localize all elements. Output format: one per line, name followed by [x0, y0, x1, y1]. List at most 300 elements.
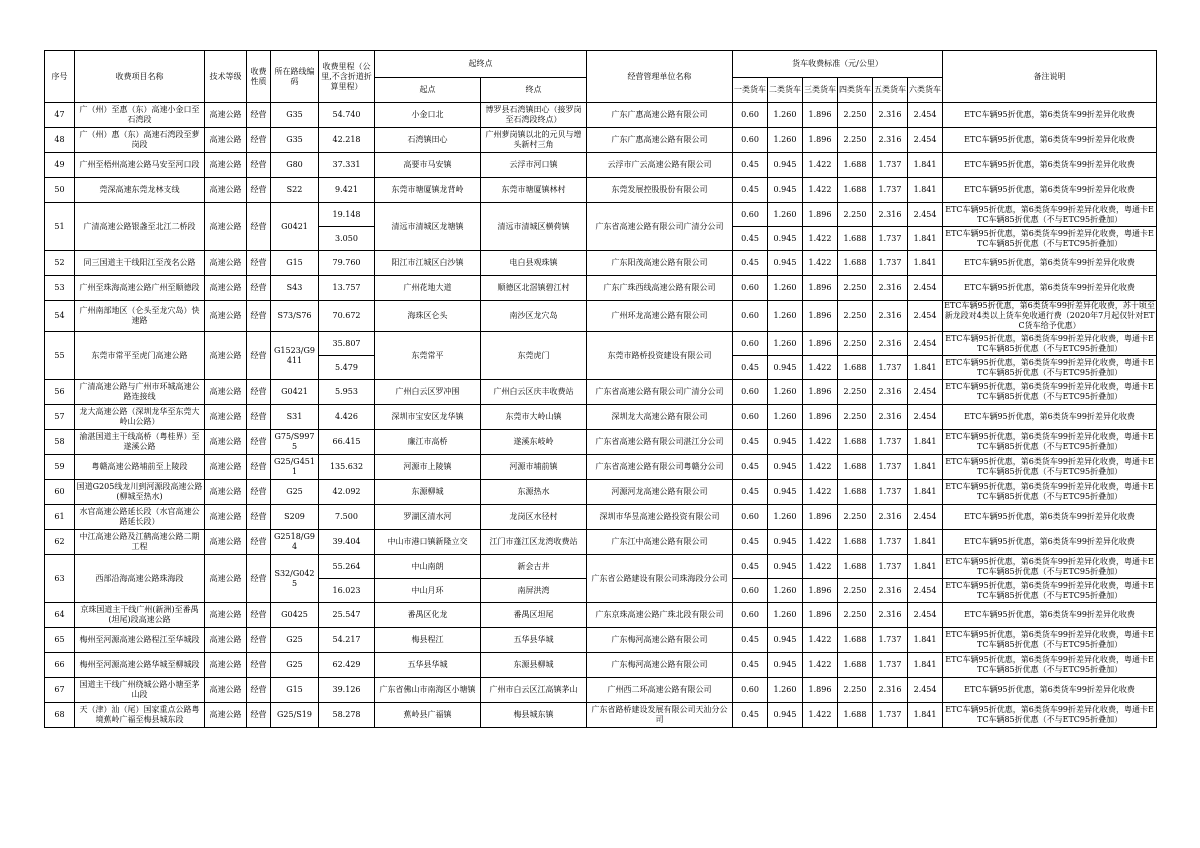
cell-rate-class-1: 0.45 — [733, 227, 768, 251]
cell-end: 顺德区北滘镇碧江村 — [481, 276, 587, 301]
cell-rate-class-5: 1.737 — [873, 628, 908, 653]
cell-rate-class-1: 0.45 — [733, 251, 768, 276]
cell-nature: 经营 — [247, 530, 271, 555]
cell-mileage: 135.632 — [319, 455, 375, 480]
cell-mileage: 39.126 — [319, 678, 375, 703]
cell-seq: 68 — [45, 703, 75, 728]
cell-remark: ETC车辆95折优惠，第6类货车99折差异化收费，粤通卡ETC车辆85折优惠（不与ETC95折叠加） — [943, 579, 1157, 603]
cell-mileage: 62.429 — [319, 653, 375, 678]
cell-operator: 东莞发展控股股份有限公司 — [587, 178, 733, 203]
cell-grade: 高速公路 — [205, 555, 247, 603]
cell-name: 梅州至河源高速公路华城至柳城段 — [75, 653, 205, 678]
cell-end: 龙岗区水径村 — [481, 505, 587, 530]
cell-operator: 东莞市路桥投资建设有限公司 — [587, 332, 733, 380]
cell-rate-class-4: 1.688 — [838, 153, 873, 178]
cell-rate-class-3: 1.896 — [803, 505, 838, 530]
cell-rate-class-3: 1.422 — [803, 251, 838, 276]
cell-rate-class-5: 2.316 — [873, 505, 908, 530]
cell-rate-class-6: 2.454 — [908, 405, 943, 430]
cell-end: 广州市白云区江高镇茅山 — [481, 678, 587, 703]
cell-end: 云浮市河口镇 — [481, 153, 587, 178]
cell-rate-class-6: 1.841 — [908, 430, 943, 455]
cell-rate-class-3: 1.422 — [803, 703, 838, 728]
cell-name: 国道主干线广州绕城公路小塘至茅山段 — [75, 678, 205, 703]
cell-rate-class-6: 1.841 — [908, 628, 943, 653]
cell-start: 番禺区化龙 — [375, 603, 481, 628]
cell-grade: 高速公路 — [205, 703, 247, 728]
cell-mileage: 70.672 — [319, 301, 375, 332]
cell-nature: 经营 — [247, 505, 271, 530]
cell-rate-class-2: 0.945 — [768, 628, 803, 653]
cell-grade: 高速公路 — [205, 603, 247, 628]
table-row — [45, 555, 1157, 579]
cell-nature: 经营 — [247, 430, 271, 455]
cell-rate-class-6: 1.841 — [908, 356, 943, 380]
cell-road: G80 — [271, 153, 319, 178]
cell-rate-class-4: 2.250 — [838, 579, 873, 603]
cell-end: 东莞市大岭山镇 — [481, 405, 587, 430]
cell-road: S209 — [271, 505, 319, 530]
cell-rate-class-5: 1.737 — [873, 356, 908, 380]
cell-rate-class-3: 1.896 — [803, 579, 838, 603]
cell-seq: 58 — [45, 430, 75, 455]
cell-rate-class-2: 0.945 — [768, 153, 803, 178]
cell-rate-class-2: 1.260 — [768, 301, 803, 332]
cell-mileage: 39.404 — [319, 530, 375, 555]
cell-end: 东莞虎门 — [481, 332, 587, 380]
header-operator: 经营管理单位名称 — [587, 51, 733, 103]
cell-rate-class-6: 1.841 — [908, 227, 943, 251]
cell-remark: ETC车辆95折优惠，第6类货车99折差异化收费 — [943, 505, 1157, 530]
cell-end: 东源热水 — [481, 480, 587, 505]
cell-grade: 高速公路 — [205, 380, 247, 405]
cell-name: 莞深高速东莞龙林支线 — [75, 178, 205, 203]
cell-rate-class-1: 0.45 — [733, 703, 768, 728]
cell-rate-class-5: 1.737 — [873, 430, 908, 455]
cell-rate-class-4: 1.688 — [838, 178, 873, 203]
cell-start: 广州花地大道 — [375, 276, 481, 301]
cell-rate-class-6: 2.454 — [908, 103, 943, 128]
cell-rate-class-6: 2.454 — [908, 579, 943, 603]
cell-name: 广清高速公路与广州市环城高速公路连接线 — [75, 380, 205, 405]
cell-operator: 广东省高速公路有限公司广清分公司 — [587, 380, 733, 405]
cell-rate-class-1: 0.45 — [733, 153, 768, 178]
cell-mileage: 54.217 — [319, 628, 375, 653]
cell-rate-class-1: 0.60 — [733, 380, 768, 405]
table-row — [45, 703, 1157, 728]
cell-rate-class-3: 1.422 — [803, 480, 838, 505]
cell-rate-class-1: 0.60 — [733, 301, 768, 332]
table-row — [45, 455, 1157, 480]
cell-road: G25 — [271, 653, 319, 678]
header-grade: 技术等级 — [205, 51, 247, 103]
cell-grade: 高速公路 — [205, 128, 247, 153]
cell-start: 东莞常平 — [375, 332, 481, 380]
cell-name: 西部沿海高速公路珠海段 — [75, 555, 205, 603]
cell-rate-class-1: 0.45 — [733, 356, 768, 380]
cell-remark: ETC车辆95折优惠，第6类货车99折差异化收费 — [943, 405, 1157, 430]
cell-rate-class-2: 0.945 — [768, 703, 803, 728]
cell-operator: 广州西二环高速公路有限公司 — [587, 678, 733, 703]
table-row — [45, 530, 1157, 555]
cell-mileage: 54.740 — [319, 103, 375, 128]
cell-nature: 经营 — [247, 153, 271, 178]
cell-rate-class-4: 1.688 — [838, 480, 873, 505]
cell-rate-class-6: 2.454 — [908, 332, 943, 356]
cell-rate-class-2: 1.260 — [768, 603, 803, 628]
cell-rate-class-4: 2.250 — [838, 380, 873, 405]
table-row — [45, 430, 1157, 455]
cell-rate-class-2: 1.260 — [768, 203, 803, 227]
cell-name: 广清高速公路银盏至北江二桥段 — [75, 203, 205, 251]
table-row — [45, 203, 1157, 227]
cell-start: 高要市马安镇 — [375, 153, 481, 178]
cell-rate-class-3: 1.422 — [803, 227, 838, 251]
cell-rate-class-4: 1.688 — [838, 455, 873, 480]
cell-start: 廉江市高桥 — [375, 430, 481, 455]
cell-mileage: 35.807 — [319, 332, 375, 356]
cell-remark: ETC车辆95折优惠，第6类货车99折差异化收费 — [943, 603, 1157, 628]
cell-operator: 广东省高速公路有限公司粤赣分公司 — [587, 455, 733, 480]
cell-road: G75/S9975 — [271, 430, 319, 455]
cell-start: 河源市上陵镇 — [375, 455, 481, 480]
cell-rate-class-5: 2.316 — [873, 332, 908, 356]
cell-name: 粤赣高速公路埔前至上陵段 — [75, 455, 205, 480]
cell-rate-class-1: 0.60 — [733, 603, 768, 628]
cell-nature: 经营 — [247, 128, 271, 153]
header-seq: 序号 — [45, 51, 75, 103]
cell-seq: 55 — [45, 332, 75, 380]
header-class-6: 六类货车 — [908, 78, 943, 103]
cell-rate-class-5: 2.316 — [873, 276, 908, 301]
cell-mileage: 3.050 — [319, 227, 375, 251]
table-row — [45, 251, 1157, 276]
cell-road: S43 — [271, 276, 319, 301]
cell-end: 河源市埔前镇 — [481, 455, 587, 480]
cell-remark: ETC车辆95折优惠，第6类货车99折差异化收费 — [943, 178, 1157, 203]
cell-mileage: 19.148 — [319, 203, 375, 227]
cell-rate-class-5: 1.737 — [873, 530, 908, 555]
cell-rate-class-3: 1.896 — [803, 405, 838, 430]
cell-name: 京珠国道主干线广州(新洲)至番禺(坦尾)段高速公路 — [75, 603, 205, 628]
header-standard: 货车收费标准（元/公里） — [733, 51, 943, 78]
cell-rate-class-4: 2.250 — [838, 678, 873, 703]
cell-remark: ETC车辆95折优惠，第6类货车99折差异化收费，粤通卡ETC车辆85折优惠（不与ETC95折叠加） — [943, 455, 1157, 480]
cell-end: 南屏洪湾 — [481, 579, 587, 603]
cell-operator: 广东江中高速公路有限公司 — [587, 530, 733, 555]
cell-remark: ETC车辆95折优惠，第6类货车99折差异化收费，粤通卡ETC车辆85折优惠（不与ETC95折叠加） — [943, 430, 1157, 455]
cell-rate-class-4: 2.250 — [838, 103, 873, 128]
cell-rate-class-2: 1.260 — [768, 405, 803, 430]
cell-grade: 高速公路 — [205, 103, 247, 128]
cell-end: 梅县城东镇 — [481, 703, 587, 728]
cell-seq: 47 — [45, 103, 75, 128]
cell-nature: 经营 — [247, 628, 271, 653]
cell-rate-class-4: 1.688 — [838, 356, 873, 380]
cell-start: 深圳市宝安区龙华镇 — [375, 405, 481, 430]
cell-name: 同三国道主干线阳江至茂名公路 — [75, 251, 205, 276]
cell-rate-class-4: 2.250 — [838, 276, 873, 301]
cell-rate-class-5: 1.737 — [873, 153, 908, 178]
table-row — [45, 505, 1157, 530]
cell-rate-class-5: 2.316 — [873, 579, 908, 603]
cell-mileage: 4.426 — [319, 405, 375, 430]
cell-rate-class-6: 2.454 — [908, 603, 943, 628]
cell-rate-class-2: 0.945 — [768, 356, 803, 380]
cell-rate-class-2: 1.260 — [768, 128, 803, 153]
cell-nature: 经营 — [247, 178, 271, 203]
cell-rate-class-5: 2.316 — [873, 603, 908, 628]
cell-grade: 高速公路 — [205, 251, 247, 276]
cell-grade: 高速公路 — [205, 480, 247, 505]
cell-rate-class-4: 1.688 — [838, 227, 873, 251]
cell-grade: 高速公路 — [205, 530, 247, 555]
cell-seq: 66 — [45, 653, 75, 678]
cell-rate-class-4: 1.688 — [838, 703, 873, 728]
cell-mileage: 9.421 — [319, 178, 375, 203]
cell-rate-class-1: 0.60 — [733, 276, 768, 301]
table-row — [45, 628, 1157, 653]
cell-rate-class-4: 1.688 — [838, 530, 873, 555]
cell-operator: 广州环龙高速公路有限公司 — [587, 301, 733, 332]
cell-rate-class-2: 0.945 — [768, 480, 803, 505]
table-row — [45, 301, 1157, 332]
cell-name: 天（津）汕（尾）国家重点公路粤境蕉岭广福至梅县城东段 — [75, 703, 205, 728]
cell-rate-class-2: 1.260 — [768, 678, 803, 703]
cell-end: 东源县柳城 — [481, 653, 587, 678]
table-row — [45, 405, 1157, 430]
cell-rate-class-5: 1.737 — [873, 480, 908, 505]
cell-operator: 广东梅河高速公路有限公司 — [587, 653, 733, 678]
cell-road: G15 — [271, 678, 319, 703]
cell-start: 中山市港口镇新隆立交 — [375, 530, 481, 555]
cell-rate-class-4: 2.250 — [838, 505, 873, 530]
cell-mileage: 7.500 — [319, 505, 375, 530]
cell-rate-class-2: 1.260 — [768, 332, 803, 356]
cell-rate-class-2: 0.945 — [768, 430, 803, 455]
cell-name: 梅州至河源高速公路程江至华城段 — [75, 628, 205, 653]
cell-seq: 67 — [45, 678, 75, 703]
cell-operator: 广东京珠高速公路广珠北段有限公司 — [587, 603, 733, 628]
cell-name: 渝湛国道主干线高桥（粤桂界）至遂溪公路 — [75, 430, 205, 455]
cell-road: S73/S76 — [271, 301, 319, 332]
cell-rate-class-1: 0.60 — [733, 103, 768, 128]
cell-rate-class-1: 0.60 — [733, 405, 768, 430]
cell-nature: 经营 — [247, 678, 271, 703]
cell-nature: 经营 — [247, 203, 271, 251]
cell-start: 海珠区仑头 — [375, 301, 481, 332]
cell-start: 中山南朗 — [375, 555, 481, 579]
cell-rate-class-4: 1.688 — [838, 628, 873, 653]
cell-remark: ETC车辆95折优惠，第6类货车99折差异化收费，粤通卡ETC车辆85折优惠（不与ETC95折叠加） — [943, 653, 1157, 678]
cell-grade: 高速公路 — [205, 455, 247, 480]
cell-rate-class-5: 2.316 — [873, 301, 908, 332]
cell-rate-class-2: 0.945 — [768, 653, 803, 678]
cell-road: G25/G4511 — [271, 455, 319, 480]
cell-rate-class-1: 0.60 — [733, 579, 768, 603]
cell-name: 中江高速公路及江鹤高速公路二期工程 — [75, 530, 205, 555]
cell-operator: 深圳龙大高速公路有限公司 — [587, 405, 733, 430]
cell-end: 江门市蓬江区龙湾收费站 — [481, 530, 587, 555]
cell-rate-class-5: 2.316 — [873, 380, 908, 405]
cell-grade: 高速公路 — [205, 301, 247, 332]
cell-name: 广（州）至惠（东）高速小金口至石湾段 — [75, 103, 205, 128]
cell-rate-class-3: 1.422 — [803, 530, 838, 555]
table-row — [45, 128, 1157, 153]
cell-remark: ETC车辆95折优惠，第6类货车99折差异化收费，粤通卡ETC车辆85折优惠（不与ETC95折叠加） — [943, 480, 1157, 505]
cell-rate-class-1: 0.45 — [733, 530, 768, 555]
cell-remark: ETC车辆95折优惠，第6类货车99折差异化收费，粤通卡ETC车辆85折优惠（不与ETC95折叠加） — [943, 380, 1157, 405]
header-class-3: 三类货车 — [803, 78, 838, 103]
header-class-4: 四类货车 — [838, 78, 873, 103]
cell-seq: 51 — [45, 203, 75, 251]
cell-rate-class-4: 2.250 — [838, 603, 873, 628]
toll-table-sheet — [44, 50, 1156, 728]
cell-end: 电白县观珠镇 — [481, 251, 587, 276]
cell-remark: ETC车辆95折优惠，第6类货车99折差异化收费 — [943, 276, 1157, 301]
cell-rate-class-5: 1.737 — [873, 703, 908, 728]
cell-nature: 经营 — [247, 301, 271, 332]
cell-seq: 59 — [45, 455, 75, 480]
cell-mileage: 37.331 — [319, 153, 375, 178]
cell-rate-class-4: 1.688 — [838, 251, 873, 276]
cell-operator: 广东广惠高速公路有限公司 — [587, 103, 733, 128]
cell-rate-class-6: 1.841 — [908, 153, 943, 178]
cell-remark: ETC车辆95折优惠，第6类货车99折差异化收费，粤通卡ETC车辆85折优惠（不与ETC95折叠加） — [943, 227, 1157, 251]
cell-seq: 52 — [45, 251, 75, 276]
cell-seq: 56 — [45, 380, 75, 405]
cell-remark: ETC车辆95折优惠，第6类货车99折差异化收费 — [943, 103, 1157, 128]
cell-nature: 经营 — [247, 103, 271, 128]
cell-grade: 高速公路 — [205, 153, 247, 178]
cell-start: 广东省佛山市南海区小塘镇 — [375, 678, 481, 703]
cell-operator: 广东广惠高速公路有限公司 — [587, 128, 733, 153]
cell-rate-class-1: 0.45 — [733, 555, 768, 579]
cell-end: 新会古井 — [481, 555, 587, 579]
cell-road: S22 — [271, 178, 319, 203]
cell-start: 清远市清城区龙塘镇 — [375, 203, 481, 251]
cell-seq: 60 — [45, 480, 75, 505]
header-class-1: 一类货车 — [733, 78, 768, 103]
cell-seq: 61 — [45, 505, 75, 530]
cell-rate-class-4: 2.250 — [838, 405, 873, 430]
cell-operator: 广东阳茂高速公路有限公司 — [587, 251, 733, 276]
cell-start: 罗湖区清水河 — [375, 505, 481, 530]
cell-rate-class-2: 0.945 — [768, 455, 803, 480]
cell-rate-class-1: 0.45 — [733, 430, 768, 455]
cell-rate-class-3: 1.896 — [803, 128, 838, 153]
cell-seq: 49 — [45, 153, 75, 178]
cell-rate-class-1: 0.60 — [733, 128, 768, 153]
cell-rate-class-2: 1.260 — [768, 505, 803, 530]
cell-grade: 高速公路 — [205, 332, 247, 380]
cell-nature: 经营 — [247, 480, 271, 505]
cell-operator: 广东广珠西线高速公路有限公司 — [587, 276, 733, 301]
cell-nature: 经营 — [247, 380, 271, 405]
cell-remark: ETC车辆95折优惠，第6类货车99折差异化收费，粤通卡ETC车辆85折优惠（不与ETC95折叠加） — [943, 628, 1157, 653]
cell-rate-class-1: 0.60 — [733, 203, 768, 227]
cell-rate-class-5: 1.737 — [873, 251, 908, 276]
cell-rate-class-3: 1.896 — [803, 276, 838, 301]
cell-rate-class-5: 2.316 — [873, 405, 908, 430]
cell-mileage: 16.023 — [319, 579, 375, 603]
cell-rate-class-4: 2.250 — [838, 203, 873, 227]
cell-grade: 高速公路 — [205, 276, 247, 301]
cell-end: 遂溪东岐岭 — [481, 430, 587, 455]
cell-start: 东莞市塘厦镇龙背岭 — [375, 178, 481, 203]
cell-name: 广（州）惠（东）高速石湾段至萝岗段 — [75, 128, 205, 153]
cell-mileage: 42.092 — [319, 480, 375, 505]
cell-rate-class-1: 0.45 — [733, 480, 768, 505]
header-end: 终点 — [481, 78, 587, 103]
cell-rate-class-4: 2.250 — [838, 301, 873, 332]
cell-rate-class-6: 2.454 — [908, 380, 943, 405]
cell-remark: ETC车辆95折优惠，第6类货车99折差异化收费 — [943, 678, 1157, 703]
cell-remark: ETC车辆95折优惠，第6类货车99折差异化收费，粤通卡ETC车辆85折优惠（不与ETC95折叠加） — [943, 203, 1157, 227]
cell-start: 梅县程江 — [375, 628, 481, 653]
cell-name: 水官高速公路延长段（水官高速公路延长段） — [75, 505, 205, 530]
cell-rate-class-3: 1.422 — [803, 356, 838, 380]
cell-seq: 53 — [45, 276, 75, 301]
cell-name: 东莞市常平至虎门高速公路 — [75, 332, 205, 380]
cell-nature: 经营 — [247, 276, 271, 301]
table-row — [45, 678, 1157, 703]
cell-rate-class-2: 1.260 — [768, 103, 803, 128]
cell-rate-class-4: 2.250 — [838, 128, 873, 153]
cell-rate-class-3: 1.422 — [803, 628, 838, 653]
cell-rate-class-5: 1.737 — [873, 227, 908, 251]
table-row — [45, 603, 1157, 628]
cell-mileage: 42.218 — [319, 128, 375, 153]
cell-remark: ETC车辆95折优惠，第6类货车99折差异化收费 — [943, 153, 1157, 178]
cell-grade: 高速公路 — [205, 628, 247, 653]
cell-end: 五华县华城 — [481, 628, 587, 653]
cell-rate-class-6: 2.454 — [908, 678, 943, 703]
cell-mileage: 5.953 — [319, 380, 375, 405]
cell-rate-class-2: 1.260 — [768, 380, 803, 405]
cell-rate-class-3: 1.422 — [803, 153, 838, 178]
cell-rate-class-1: 0.45 — [733, 653, 768, 678]
header-remark: 备注说明 — [943, 51, 1157, 103]
cell-mileage: 79.760 — [319, 251, 375, 276]
cell-rate-class-6: 1.841 — [908, 178, 943, 203]
cell-mileage: 25.547 — [319, 603, 375, 628]
cell-remark: ETC车辆95折优惠，第6类货车99折差异化收费 — [943, 251, 1157, 276]
cell-rate-class-1: 0.45 — [733, 455, 768, 480]
cell-rate-class-5: 1.737 — [873, 178, 908, 203]
cell-start: 阳江市江城区白沙镇 — [375, 251, 481, 276]
cell-rate-class-1: 0.45 — [733, 628, 768, 653]
cell-rate-class-6: 1.841 — [908, 251, 943, 276]
cell-operator: 广东省高速公路有限公司广清分公司 — [587, 203, 733, 251]
cell-rate-class-3: 1.896 — [803, 332, 838, 356]
cell-rate-class-2: 0.945 — [768, 555, 803, 579]
cell-rate-class-2: 0.945 — [768, 178, 803, 203]
cell-operator: 广东梅河高速公路有限公司 — [587, 628, 733, 653]
table-row — [45, 380, 1157, 405]
cell-end: 博罗县石湾镇田心（接罗岗至石湾段终点） — [481, 103, 587, 128]
cell-rate-class-3: 1.896 — [803, 203, 838, 227]
cell-road: G25/S19 — [271, 703, 319, 728]
cell-start: 小金口北 — [375, 103, 481, 128]
cell-start: 东源柳城 — [375, 480, 481, 505]
cell-road: G25 — [271, 480, 319, 505]
cell-rate-class-3: 1.896 — [803, 103, 838, 128]
cell-remark: ETC车辆95折优惠，第6类货车99折差异化收费，粤通卡ETC车辆85折优惠（不与ETC95折叠加） — [943, 555, 1157, 579]
cell-rate-class-2: 1.260 — [768, 276, 803, 301]
toll-table — [44, 50, 1157, 728]
cell-seq: 62 — [45, 530, 75, 555]
